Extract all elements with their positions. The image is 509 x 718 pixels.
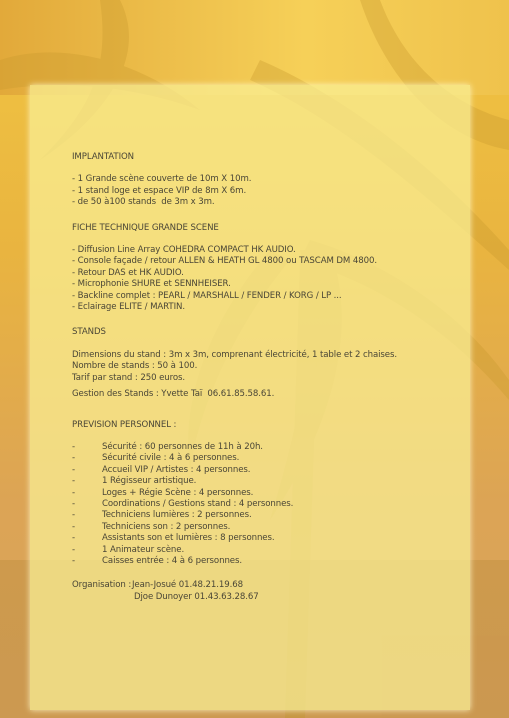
implantation-line: - 1 Grande scène couverte de 10m X 10m. <box>72 174 252 185</box>
prevision-item: - Sécurité civile : 4 à 6 personnes. <box>72 453 240 464</box>
stands-title: STANDS <box>72 327 106 338</box>
fiche-technique-section <box>72 223 462 314</box>
prevision-item: - Accueil VIP / Artistes : 4 personnes. <box>72 464 251 475</box>
fiche-technique-title: FICHE TECHNIQUE GRANDE SCENE <box>72 222 219 233</box>
prevision-item: - Caisses entrée : 4 à 6 personnes. <box>72 555 242 566</box>
prevision-item: - Techniciens son : 2 personnes. <box>72 521 231 532</box>
organisation-section <box>72 580 462 603</box>
fiche-line: - Console façade / retour ALLEN & HEATH GL 4800 ou TASCAM DM 4800. <box>72 256 377 267</box>
implantation-section <box>72 152 462 209</box>
implantation-line: - 1 stand loge et espace VIP de 8m X 6m. <box>72 185 247 196</box>
document-body <box>72 152 462 603</box>
fiche-line: - Eclairage ELITE / MARTIN. <box>72 302 185 313</box>
organisation-label: Organisation : <box>72 580 132 591</box>
prevision-item: - 1 Animateur scène. <box>72 544 185 555</box>
prevision-item: - Coordinations / Gestions stand : 4 personnes. <box>72 498 294 509</box>
stands-section <box>72 327 462 400</box>
prevision-title: PREVISION PERSONNEL : <box>72 419 177 430</box>
organisation-contact: Jean-Josué 01.48.21.19.68 <box>132 580 243 591</box>
stands-gestion: Gestion des Stands : Yvette Taï 06.61.85.58.61. <box>72 389 275 400</box>
organisation-contact: Djoe Dunoyer 01.43.63.28.67 <box>134 591 259 602</box>
implantation-line: - de 50 à100 stands de 3m x 3m. <box>72 197 215 208</box>
prevision-section <box>72 420 462 568</box>
prevision-item: - Sécurité : 60 personnes de 11h à 20h. <box>72 441 263 452</box>
stands-line: Dimensions du stand : 3m x 3m, comprenant électricité, 1 table et 2 chaises. <box>72 349 397 360</box>
prevision-item: - 1 Régisseur artistique. <box>72 476 197 487</box>
prevision-item: - Assistants son et lumières : 8 personnes. <box>72 533 275 544</box>
fiche-line: - Diffusion Line Array COHEDRA COMPACT HK AUDIO. <box>72 245 296 256</box>
stands-line: Tarif par stand : 250 euros. <box>72 372 186 383</box>
fiche-line: - Microphonie SHURE et SENNHEISER. <box>72 279 231 290</box>
prevision-item: - Loges + Régie Scène : 4 personnes. <box>72 487 254 498</box>
fiche-line: - Backline complet : PEARL / MARSHALL / FENDER / KORG / LP ... <box>72 290 342 301</box>
prevision-item: - Techniciens lumières : 2 personnes. <box>72 510 252 521</box>
stands-line: Nombre de stands : 50 à 100. <box>72 361 198 372</box>
implantation-title: IMPLANTATION <box>72 152 134 162</box>
fiche-line: - Retour DAS et HK AUDIO. <box>72 267 184 278</box>
